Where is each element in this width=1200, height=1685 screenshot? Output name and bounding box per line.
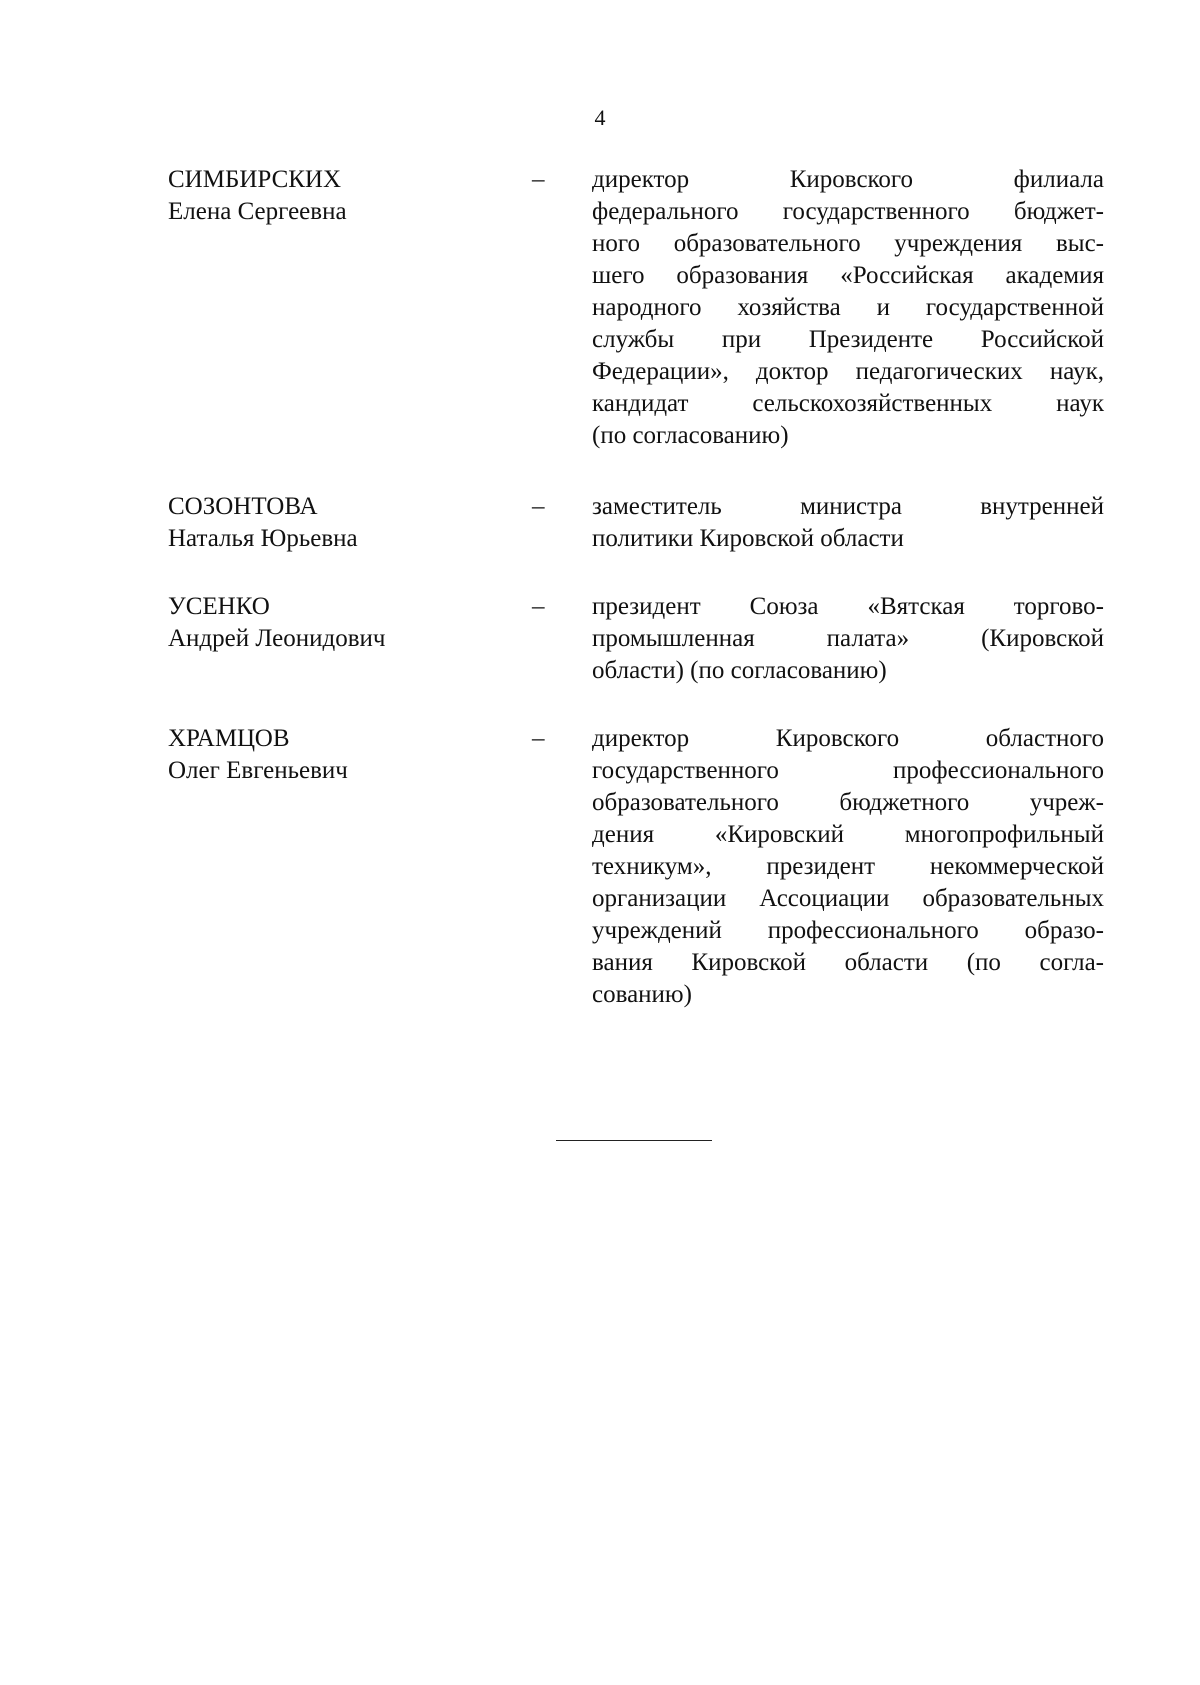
member-position bbox=[592, 591, 1104, 687]
position-line: федерального государственного бюджет- bbox=[592, 198, 1104, 225]
position-line: службы при Президенте Российской bbox=[592, 326, 1104, 353]
page-number: 4 bbox=[594, 105, 606, 130]
position-line: шего образования «Российская академия bbox=[592, 262, 1104, 289]
position-line: кандидат сельскохозяйственных наук bbox=[592, 390, 1104, 417]
position-line: народного хозяйства и государственной bbox=[592, 294, 1104, 321]
position-line: директор Кировского областного bbox=[592, 725, 1104, 752]
member-position bbox=[592, 723, 1104, 1011]
member-given-names: Андрей Леонидович bbox=[168, 625, 386, 652]
position-line: дения «Кировский многопрофильный bbox=[592, 821, 1104, 848]
position-line: учреждений профессионального образо- bbox=[592, 917, 1104, 944]
separator-dash: – bbox=[532, 725, 545, 752]
member-surname: СИМБИРСКИХ bbox=[168, 166, 342, 193]
position-line: области) (по согласованию) bbox=[592, 657, 887, 684]
position-line: (по согласованию) bbox=[592, 422, 789, 449]
position-line: заместитель министра внутренней bbox=[592, 493, 1104, 520]
member-name bbox=[168, 723, 488, 787]
separator-dash: – bbox=[532, 593, 545, 620]
closing-rule bbox=[556, 1140, 712, 1141]
position-line: промышленная палата» (Кировской bbox=[592, 625, 1104, 652]
position-line: Федерации», доктор педагогических наук, bbox=[592, 358, 1104, 385]
separator-dash: – bbox=[532, 493, 545, 520]
member-given-names: Елена Сергеевна bbox=[168, 198, 347, 225]
position-line: техникум», президент некоммерческой bbox=[592, 853, 1104, 880]
member-position bbox=[592, 164, 1104, 452]
position-line: организации Ассоциации образовательных bbox=[592, 885, 1104, 912]
position-line: образовательного бюджетного учреж- bbox=[592, 789, 1104, 816]
position-line: ного образовательного учреждения выс- bbox=[592, 230, 1104, 257]
position-line: государственного профессионального bbox=[592, 757, 1104, 784]
position-line: президент Союза «Вятская торгово- bbox=[592, 593, 1104, 620]
separator-dash: – bbox=[532, 166, 545, 193]
position-line: политики Кировской области bbox=[592, 525, 904, 552]
member-name bbox=[168, 591, 488, 655]
position-line: сованию) bbox=[592, 981, 692, 1008]
member-name bbox=[168, 491, 488, 555]
member-given-names: Олег Евгеньевич bbox=[168, 757, 348, 784]
member-name bbox=[168, 164, 488, 228]
member-position bbox=[592, 491, 1104, 555]
member-surname: УСЕНКО bbox=[168, 593, 270, 620]
position-line: вания Кировской области (по согла- bbox=[592, 949, 1104, 976]
member-surname: СОЗОНТОВА bbox=[168, 493, 318, 520]
member-given-names: Наталья Юрьевна bbox=[168, 525, 358, 552]
member-surname: ХРАМЦОВ bbox=[168, 725, 290, 752]
position-line: директор Кировского филиала bbox=[592, 166, 1104, 193]
